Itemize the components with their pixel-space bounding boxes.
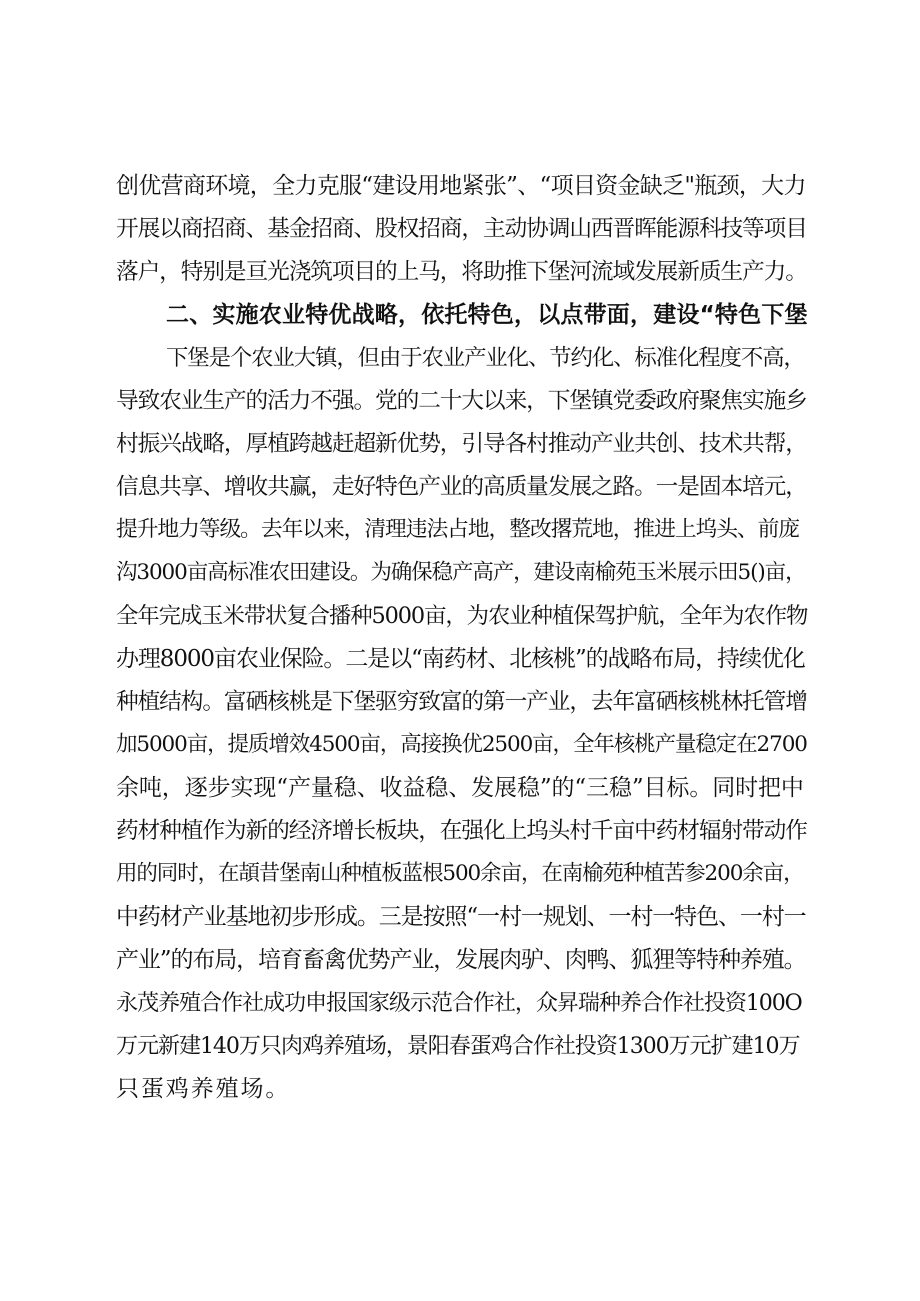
paragraph-line: 加5000亩，提质增效4500亩，高接换优2500亩，全年核桃产量稳定在2700 <box>116 732 807 757</box>
paragraph-line: 永茂养殖合作社成功申报国家级示范合作社，众昇瑞种养合作社投资100O <box>116 990 802 1016</box>
paragraph-line: 产业”的布局，培育畜禽优势产业，发展肉驴、肉鸭、狐狸等特种养殖。 <box>116 947 806 973</box>
paragraph-line: 只蛋鸡养殖场。 <box>116 1076 291 1102</box>
paragraph-line: 办理8000亩农业保险。二是以“南药材、北核桃”的战略布局，持续优化 <box>116 646 805 672</box>
section-heading: 二、实施农业特优战略，依托特色，以点带面，建设“特色下堡 <box>166 302 808 328</box>
paragraph-line: 余吨，逐步实现“产量稳、收益稳、发展稳”的“三稳”目标。同时把中 <box>116 775 804 801</box>
paragraph-line: 导致农业生产的活力不强。党的二十大以来，下堡镇党委政府聚焦实施乡 <box>116 388 807 414</box>
paragraph-line: 种植结构。富硒核桃是下堡驱穷致富的第一产业，去年富硒核桃林托管增 <box>116 689 807 715</box>
paragraph-line: 沟3000亩高标准农田建设。为确保稳产高产，建设南榆苑玉米展示田5()亩， <box>116 560 806 585</box>
paragraph-line: 创优营商环境，全力克服“建设用地紧张”、“项目资金缺乏"瓶颈，大力 <box>116 173 806 199</box>
paragraph-line: 中药材产业基地初步形成。三是按照“一村一规划、一村一特色、一村一 <box>116 904 806 930</box>
paragraph-line: 落户，特别是亘光浇筑项目的上马，将助推下堡河流域发展新质生产力。 <box>116 259 807 285</box>
paragraph-line: 下堡是个农业大镇，但由于农业产业化、节约化、标准化程度不高， <box>166 345 805 371</box>
paragraph-line: 开展以商招商、基金招商、股权招商，主动协调山西晋晖能源科技等项目 <box>116 216 807 242</box>
paragraph-line: 全年完成玉米带状复合播种5000亩，为农业种植保驾护航，全年为农作物 <box>116 603 808 629</box>
paragraph-line: 万元新建140万只肉鸡养殖场，景阳春蛋鸡合作社投资1300万元扩建10万 <box>116 1033 800 1059</box>
paragraph-line: 村振兴战略，厚植跨越赶超新优势，引导各村推动产业共创、技术共帮， <box>116 431 807 457</box>
paragraph-line: 药材种植作为新的经济增长板块，在强化上坞头村千亩中药材辐射带动作 <box>116 818 807 844</box>
paragraph-line: 信息共享、增收共赢，走好特色产业的高质量发展之路。一是固本培元， <box>116 474 807 500</box>
paragraph-line: 提升地力等级。去年以来，清理违法占地，整改撂荒地，推进上坞头、前庞 <box>116 517 799 542</box>
paragraph-line: 用的同时，在頡昔堡南山种植板蓝根500余亩，在南榆苑种植苦参200余亩， <box>116 861 804 886</box>
